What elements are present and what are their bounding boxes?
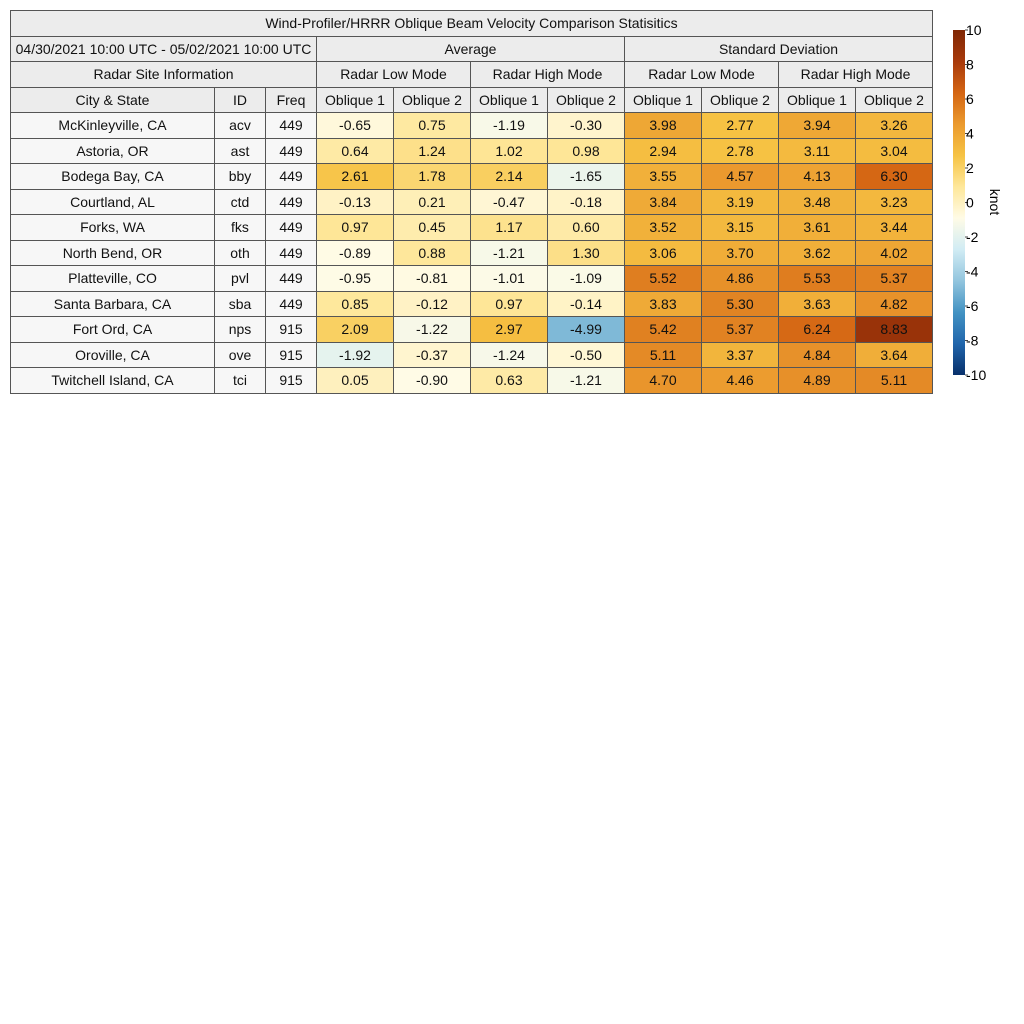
sd-high-oblique1-header: Oblique 1 bbox=[779, 87, 856, 113]
heatmap-cell: -4.99 bbox=[548, 317, 625, 343]
average-header: Average bbox=[317, 36, 625, 62]
site-id-cell: ove bbox=[215, 342, 266, 368]
avg-high-oblique1-header: Oblique 1 bbox=[471, 87, 548, 113]
heatmap-cell: -0.65 bbox=[317, 113, 394, 139]
colorbar-tick-label: 2 bbox=[966, 160, 974, 176]
heatmap-cell: -0.18 bbox=[548, 189, 625, 215]
heatmap-cell: 3.94 bbox=[779, 113, 856, 139]
table-row bbox=[11, 317, 933, 343]
site-id-cell: sba bbox=[215, 291, 266, 317]
site-freq-cell: 449 bbox=[266, 164, 317, 190]
site-freq-cell: 449 bbox=[266, 240, 317, 266]
site-city-cell: Oroville, CA bbox=[11, 342, 215, 368]
colorbar-tick-label: -2 bbox=[966, 229, 979, 245]
heatmap-cell: 5.30 bbox=[702, 291, 779, 317]
heatmap-cell: 3.26 bbox=[856, 113, 933, 139]
heatmap-cell: -0.37 bbox=[394, 342, 471, 368]
heatmap-cell: 0.97 bbox=[317, 215, 394, 241]
heatmap-cell: 5.11 bbox=[625, 342, 702, 368]
site-info-header: Radar Site Information bbox=[11, 62, 317, 88]
colorbar-tick-label: 4 bbox=[966, 125, 974, 142]
heatmap-cell: 0.97 bbox=[471, 291, 548, 317]
site-id-cell: acv bbox=[215, 113, 266, 139]
heatmap-cell: -1.19 bbox=[471, 113, 548, 139]
heatmap-cell: -1.22 bbox=[394, 317, 471, 343]
site-freq-cell: 449 bbox=[266, 138, 317, 164]
site-city-cell: Santa Barbara, CA bbox=[11, 291, 215, 317]
heatmap-cell: 1.30 bbox=[548, 240, 625, 266]
city-column-header: City & State bbox=[11, 87, 215, 113]
heatmap-cell: 0.21 bbox=[394, 189, 471, 215]
colorbar bbox=[948, 22, 1018, 382]
sd-high-oblique2-header: Oblique 2 bbox=[856, 87, 933, 113]
heatmap-cell: 2.61 bbox=[317, 164, 394, 190]
heatmap-cell: 4.46 bbox=[702, 368, 779, 394]
site-freq-cell: 449 bbox=[266, 291, 317, 317]
heatmap-cell: 3.64 bbox=[856, 342, 933, 368]
heatmap-cell: 0.45 bbox=[394, 215, 471, 241]
heatmap-cell: 2.94 bbox=[625, 138, 702, 164]
site-city-cell: Forks, WA bbox=[11, 215, 215, 241]
heatmap-cell: -1.24 bbox=[471, 342, 548, 368]
heatmap-cell: 4.13 bbox=[779, 164, 856, 190]
heatmap-cell: 4.57 bbox=[702, 164, 779, 190]
heatmap-cell: 3.06 bbox=[625, 240, 702, 266]
heatmap-cell: 5.11 bbox=[856, 368, 933, 394]
table-row bbox=[11, 164, 933, 190]
freq-column-header: Freq bbox=[266, 87, 317, 113]
site-city-cell: Platteville, CO bbox=[11, 266, 215, 292]
heatmap-cell: 6.30 bbox=[856, 164, 933, 190]
heatmap-cell: 3.83 bbox=[625, 291, 702, 317]
colorbar-gradient bbox=[953, 30, 965, 375]
heatmap-cell: 3.37 bbox=[702, 342, 779, 368]
table-row bbox=[11, 113, 933, 139]
heatmap-cell: 2.14 bbox=[471, 164, 548, 190]
heatmap-cell: 4.84 bbox=[779, 342, 856, 368]
heatmap-cell: -0.12 bbox=[394, 291, 471, 317]
table-row bbox=[11, 240, 933, 266]
heatmap-cell: 5.53 bbox=[779, 266, 856, 292]
site-freq-cell: 449 bbox=[266, 189, 317, 215]
heatmap-cell: -1.65 bbox=[548, 164, 625, 190]
site-freq-cell: 449 bbox=[266, 113, 317, 139]
avg-low-oblique1-header: Oblique 1 bbox=[317, 87, 394, 113]
heatmap-cell: 5.37 bbox=[702, 317, 779, 343]
heatmap-cell: 1.24 bbox=[394, 138, 471, 164]
sd-high-mode-header: Radar High Mode bbox=[779, 62, 933, 88]
heatmap-cell: -0.13 bbox=[317, 189, 394, 215]
stddev-header: Standard Deviation bbox=[625, 36, 933, 62]
heatmap-cell: -0.47 bbox=[471, 189, 548, 215]
site-freq-cell: 449 bbox=[266, 215, 317, 241]
heatmap-cell: 3.19 bbox=[702, 189, 779, 215]
heatmap-cell: 3.52 bbox=[625, 215, 702, 241]
heatmap-cell: 3.48 bbox=[779, 189, 856, 215]
heatmap-cell: -1.92 bbox=[317, 342, 394, 368]
heatmap-cell: -0.14 bbox=[548, 291, 625, 317]
site-freq-cell: 449 bbox=[266, 266, 317, 292]
table-title: Wind-Profiler/HRRR Oblique Beam Velocity Comparison Statisitics bbox=[11, 11, 933, 37]
heatmap-cell: 1.78 bbox=[394, 164, 471, 190]
site-id-cell: fks bbox=[215, 215, 266, 241]
heatmap-cell: 3.04 bbox=[856, 138, 933, 164]
site-city-cell: Astoria, OR bbox=[11, 138, 215, 164]
colorbar-tick-label: 6 bbox=[966, 91, 974, 107]
site-id-cell: nps bbox=[215, 317, 266, 343]
table-row bbox=[11, 138, 933, 164]
avg-high-oblique2-header: Oblique 2 bbox=[548, 87, 625, 113]
heatmap-cell: 0.98 bbox=[548, 138, 625, 164]
heatmap-cell: 8.83 bbox=[856, 317, 933, 343]
heatmap-cell: 0.85 bbox=[317, 291, 394, 317]
heatmap-cell: -0.50 bbox=[548, 342, 625, 368]
colorbar-tick-label: -4 bbox=[966, 263, 979, 280]
heatmap-cell: 3.11 bbox=[779, 138, 856, 164]
table-body bbox=[11, 113, 933, 394]
heatmap-cell: -0.90 bbox=[394, 368, 471, 394]
table-row bbox=[11, 215, 933, 241]
colorbar-tick-label: 10 bbox=[966, 22, 982, 38]
heatmap-cell: -0.30 bbox=[548, 113, 625, 139]
heatmap-cell: -1.01 bbox=[471, 266, 548, 292]
heatmap-cell: -1.09 bbox=[548, 266, 625, 292]
heatmap-cell: 3.70 bbox=[702, 240, 779, 266]
heatmap-cell: 5.52 bbox=[625, 266, 702, 292]
heatmap-cell: 4.82 bbox=[856, 291, 933, 317]
site-city-cell: North Bend, OR bbox=[11, 240, 215, 266]
heatmap-cell: 0.60 bbox=[548, 215, 625, 241]
heatmap-cell: 0.88 bbox=[394, 240, 471, 266]
avg-high-mode-header: Radar High Mode bbox=[471, 62, 625, 88]
heatmap-cell: 1.02 bbox=[471, 138, 548, 164]
site-city-cell: Bodega Bay, CA bbox=[11, 164, 215, 190]
site-freq-cell: 915 bbox=[266, 317, 317, 343]
heatmap-cell: -0.95 bbox=[317, 266, 394, 292]
site-id-cell: ctd bbox=[215, 189, 266, 215]
table-row bbox=[11, 291, 933, 317]
table-row bbox=[11, 266, 933, 292]
avg-low-oblique2-header: Oblique 2 bbox=[394, 87, 471, 113]
heatmap-cell: -1.21 bbox=[471, 240, 548, 266]
table-row bbox=[11, 189, 933, 215]
colorbar-ticks bbox=[965, 22, 986, 382]
heatmap-cell: 3.55 bbox=[625, 164, 702, 190]
avg-low-mode-header: Radar Low Mode bbox=[317, 62, 471, 88]
site-id-cell: bby bbox=[215, 164, 266, 190]
heatmap-cell: 2.78 bbox=[702, 138, 779, 164]
sd-low-oblique1-header: Oblique 1 bbox=[625, 87, 702, 113]
table-row bbox=[11, 368, 933, 394]
site-city-cell: McKinleyville, CA bbox=[11, 113, 215, 139]
stats-table bbox=[10, 10, 933, 394]
site-city-cell: Courtland, AL bbox=[11, 189, 215, 215]
period-label: 04/30/2021 10:00 UTC - 05/02/2021 10:00 UTC bbox=[11, 36, 317, 62]
heatmap-cell: 0.63 bbox=[471, 368, 548, 394]
site-id-cell: tci bbox=[215, 368, 266, 394]
site-freq-cell: 915 bbox=[266, 342, 317, 368]
heatmap-cell: 3.15 bbox=[702, 215, 779, 241]
colorbar-tick-label: 0 bbox=[966, 194, 974, 211]
heatmap-cell: -0.89 bbox=[317, 240, 394, 266]
site-id-cell: ast bbox=[215, 138, 266, 164]
heatmap-cell: 4.89 bbox=[779, 368, 856, 394]
heatmap-cell: 2.77 bbox=[702, 113, 779, 139]
table-row bbox=[11, 342, 933, 368]
heatmap-cell: 3.23 bbox=[856, 189, 933, 215]
colorbar-tick-label: -8 bbox=[966, 332, 979, 349]
heatmap-cell: 3.44 bbox=[856, 215, 933, 241]
heatmap-cell: 0.64 bbox=[317, 138, 394, 164]
heatmap-cell: 3.63 bbox=[779, 291, 856, 317]
heatmap-cell: 5.42 bbox=[625, 317, 702, 343]
heatmap-cell: 3.62 bbox=[779, 240, 856, 266]
heatmap-cell: 4.86 bbox=[702, 266, 779, 292]
colorbar-tick-label: -10 bbox=[966, 367, 987, 382]
site-freq-cell: 915 bbox=[266, 368, 317, 394]
heatmap-cell: 2.09 bbox=[317, 317, 394, 343]
heatmap-cell: 0.05 bbox=[317, 368, 394, 394]
heatmap-cell: 6.24 bbox=[779, 317, 856, 343]
heatmap-cell: 0.75 bbox=[394, 113, 471, 139]
heatmap-cell: 3.84 bbox=[625, 189, 702, 215]
heatmap-cell: 3.61 bbox=[779, 215, 856, 241]
heatmap-cell: 3.98 bbox=[625, 113, 702, 139]
heatmap-cell: -1.21 bbox=[548, 368, 625, 394]
colorbar-tick-label: 8 bbox=[966, 56, 974, 73]
heatmap-cell: -0.81 bbox=[394, 266, 471, 292]
colorbar-tick-label: -6 bbox=[966, 298, 979, 314]
sd-low-oblique2-header: Oblique 2 bbox=[702, 87, 779, 113]
id-column-header: ID bbox=[215, 87, 266, 113]
heatmap-cell: 4.70 bbox=[625, 368, 702, 394]
heatmap-cell: 4.02 bbox=[856, 240, 933, 266]
heatmap-cell: 1.17 bbox=[471, 215, 548, 241]
colorbar-unit-label: knot bbox=[987, 188, 1003, 216]
sd-low-mode-header: Radar Low Mode bbox=[625, 62, 779, 88]
site-city-cell: Twitchell Island, CA bbox=[11, 368, 215, 394]
heatmap-cell: 5.37 bbox=[856, 266, 933, 292]
heatmap-cell: 2.97 bbox=[471, 317, 548, 343]
site-id-cell: pvl bbox=[215, 266, 266, 292]
site-city-cell: Fort Ord, CA bbox=[11, 317, 215, 343]
site-id-cell: oth bbox=[215, 240, 266, 266]
